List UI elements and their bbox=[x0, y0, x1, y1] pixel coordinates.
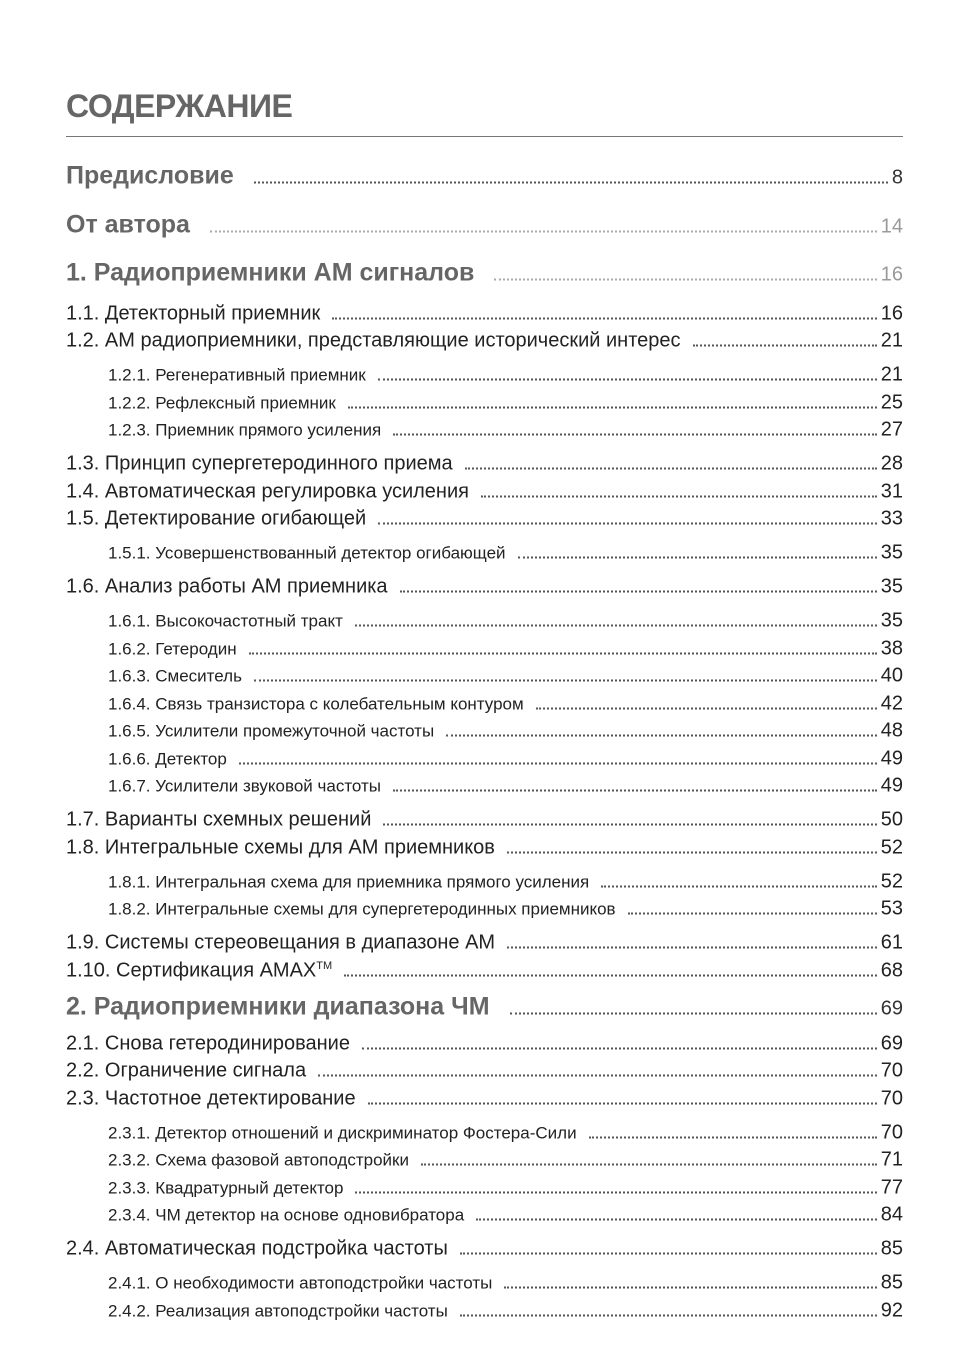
toc-entry-page-number: 33 bbox=[880, 507, 903, 530]
page-title: СОДЕРЖАНИЕ bbox=[66, 88, 293, 124]
toc-entry[interactable] bbox=[66, 481, 903, 504]
toc-entry-page-number: 31 bbox=[880, 480, 903, 503]
toc-entry-title bbox=[66, 508, 378, 531]
toc-entry-title-text: 1.6.6. Детектор bbox=[108, 749, 227, 769]
toc-entry-page-number: 49 bbox=[880, 774, 903, 797]
toc-entry-page-number: 27 bbox=[880, 418, 903, 441]
dot-leader bbox=[355, 1192, 876, 1194]
toc-entry[interactable] bbox=[66, 1088, 903, 1111]
toc-entry[interactable] bbox=[108, 871, 903, 894]
toc-entry-page-number: 25 bbox=[880, 391, 903, 414]
toc-entry-title-text: 1.8. Интегральные схемы для АМ приемников bbox=[66, 836, 495, 859]
toc-entry-title bbox=[108, 667, 254, 687]
toc-entry-title bbox=[108, 366, 378, 386]
toc-entry-page-number: 49 bbox=[880, 747, 903, 770]
toc-entry[interactable] bbox=[108, 1272, 903, 1295]
toc-entry-page-number: 35 bbox=[880, 575, 903, 598]
toc-entry-title-text: 1.6.7. Усилители звуковой частоты bbox=[108, 776, 381, 796]
toc-entry-title-text: 2.4.2. Реализация автоподстройки частоты bbox=[108, 1301, 448, 1321]
toc-entry-title-text: От автора bbox=[66, 210, 190, 239]
toc-entry-title bbox=[66, 809, 383, 832]
toc-entry[interactable] bbox=[66, 330, 903, 353]
dot-leader bbox=[362, 1048, 877, 1050]
toc-entry[interactable] bbox=[108, 1300, 903, 1323]
toc-entry-title bbox=[66, 1088, 368, 1111]
toc-entry-title-text: 2.3. Частотное детектирование bbox=[66, 1087, 356, 1110]
toc-entry-title-text: 1.6.5. Усилители промежуточной частоты bbox=[108, 721, 435, 741]
toc-entry-title-text: 1.2.2. Рефлексный приемник bbox=[108, 393, 336, 413]
toc-entry-title bbox=[108, 695, 536, 715]
dot-leader bbox=[507, 947, 877, 949]
toc-entry-title-text: 2.4.1. О необходимости автоподстройки частоты bbox=[108, 1273, 493, 1293]
toc-entry-title-text: 1.2.3. Приемник прямого усиления bbox=[108, 420, 382, 440]
toc-entry[interactable] bbox=[66, 960, 903, 983]
toc-entry-title-text: 2.4. Автоматическая подстройка частоты bbox=[66, 1237, 448, 1260]
toc-entry-title bbox=[108, 1274, 504, 1294]
toc-entry-page-number: 35 bbox=[880, 609, 903, 632]
toc-entry-title bbox=[108, 873, 601, 893]
toc-entry[interactable] bbox=[108, 419, 903, 442]
toc-entry-page-number: 16 bbox=[880, 263, 903, 286]
toc-entry-title bbox=[66, 259, 494, 288]
toc-entry-page-number: 21 bbox=[880, 363, 903, 386]
toc-entry-title-text: 1.1. Детекторный приемник bbox=[66, 302, 321, 325]
toc-entry[interactable] bbox=[66, 1033, 903, 1056]
toc-entry[interactable] bbox=[66, 1060, 903, 1083]
toc-entry-title bbox=[108, 750, 239, 770]
dot-leader bbox=[601, 886, 877, 888]
toc-entry-page-number: 70 bbox=[880, 1087, 903, 1110]
toc-entry[interactable] bbox=[108, 720, 903, 743]
dot-leader bbox=[589, 1137, 877, 1139]
toc-entry-title bbox=[66, 453, 465, 476]
dot-leader bbox=[383, 824, 876, 826]
toc-entry-title bbox=[108, 421, 393, 441]
toc-entry-title bbox=[66, 932, 507, 955]
toc-entry-title-text: 1. Радиоприемники АМ сигналов bbox=[66, 258, 475, 287]
toc-entry-page-number: 85 bbox=[880, 1237, 903, 1260]
dot-leader bbox=[693, 345, 877, 347]
dot-leader bbox=[344, 975, 877, 977]
toc-entry[interactable] bbox=[108, 898, 903, 921]
toc-entry-page-number: 28 bbox=[880, 452, 903, 475]
toc-entry-title-text: 1.2. АМ радиоприемники, представляющие исторический интерес bbox=[66, 329, 681, 352]
toc-entry[interactable] bbox=[66, 211, 903, 240]
toc-entry-title bbox=[66, 837, 507, 860]
toc-entry[interactable] bbox=[108, 775, 903, 798]
toc-entry[interactable] bbox=[108, 638, 903, 661]
toc-entry[interactable] bbox=[108, 665, 903, 688]
toc-entry-title bbox=[108, 1179, 355, 1199]
toc-entry-page-number: 21 bbox=[880, 329, 903, 352]
dot-leader bbox=[368, 1103, 877, 1105]
dot-leader bbox=[481, 496, 877, 498]
toc-entry[interactable] bbox=[66, 303, 903, 326]
toc-entry-title bbox=[108, 722, 446, 742]
toc-entry-page-number: 48 bbox=[880, 719, 903, 742]
toc-entry-title-text: 1.10. Сертификация AMAX bbox=[66, 959, 317, 982]
toc-entry[interactable] bbox=[108, 693, 903, 716]
toc-entry-page-number: 52 bbox=[880, 870, 903, 893]
toc-entry-title-text: 1.5. Детектирование огибающей bbox=[66, 507, 367, 530]
toc-entry[interactable] bbox=[108, 364, 903, 387]
toc-entry-page-number: 84 bbox=[880, 1203, 903, 1226]
dot-leader bbox=[494, 279, 876, 281]
toc-entry-title bbox=[66, 211, 210, 240]
dot-leader bbox=[421, 1164, 877, 1166]
dot-leader bbox=[510, 1013, 877, 1015]
toc-entry[interactable] bbox=[66, 162, 903, 191]
toc-entry-title bbox=[108, 1302, 460, 1322]
toc-entry-title bbox=[108, 1206, 476, 1226]
toc-entry[interactable] bbox=[66, 576, 903, 599]
dot-leader bbox=[393, 790, 877, 792]
toc-entry-title-text: 2. Радиоприемники диапазона ЧМ bbox=[66, 992, 490, 1021]
toc-entry-title bbox=[108, 612, 355, 632]
toc-entry-title bbox=[108, 394, 348, 414]
toc-entry-title-text: 1.5.1. Усовершенствованный детектор огибающей bbox=[108, 543, 506, 563]
toc-entry-page-number: 14 bbox=[880, 215, 903, 238]
toc-entry-page-number: 70 bbox=[880, 1059, 903, 1082]
toc-entry[interactable] bbox=[108, 1149, 903, 1172]
toc-entry-title-text: 1.6.1. Высокочастотный тракт bbox=[108, 611, 343, 631]
toc-entry-title bbox=[66, 1060, 318, 1083]
dot-leader bbox=[476, 1219, 877, 1221]
toc-entry-page-number: 16 bbox=[880, 302, 903, 325]
toc-entry-page-number: 69 bbox=[880, 997, 903, 1020]
toc-entry-title-text: 1.6.3. Смеситель bbox=[108, 666, 242, 686]
dot-leader bbox=[446, 735, 877, 737]
toc-entry-title-text: Предисловие bbox=[66, 161, 234, 190]
dot-leader bbox=[460, 1253, 877, 1255]
toc-entry-title bbox=[66, 576, 400, 599]
toc-entry-page-number: 92 bbox=[880, 1299, 903, 1322]
toc-entry-page-number: 71 bbox=[880, 1148, 903, 1171]
dot-leader bbox=[239, 763, 877, 765]
toc-entry-title-text: 2.3.1. Детектор отношений и дискриминатор Фостера-Сили bbox=[108, 1123, 577, 1143]
toc-entry-title-text: 1.7. Варианты схемных решений bbox=[66, 808, 372, 831]
dot-leader bbox=[254, 680, 877, 682]
trademark-mark: TM bbox=[316, 959, 333, 972]
dot-leader bbox=[348, 407, 877, 409]
toc-entry[interactable] bbox=[108, 748, 903, 771]
toc-entry-page-number: 77 bbox=[880, 1176, 903, 1199]
toc-entry-title-text: 2.3.4. ЧМ детектор на основе одновибратора bbox=[108, 1205, 465, 1225]
toc-entry-title-text: 2.3.3. Квадратурный детектор bbox=[108, 1178, 344, 1198]
dot-leader bbox=[393, 434, 877, 436]
dot-leader bbox=[332, 318, 877, 320]
toc-entry-title-text: 1.8.2. Интегральные схемы для супергетеродинных приемников bbox=[108, 899, 616, 919]
dot-leader bbox=[400, 591, 877, 593]
toc-entry[interactable] bbox=[66, 809, 903, 832]
toc-entry-page-number: 42 bbox=[880, 692, 903, 715]
toc-entry[interactable] bbox=[108, 1122, 903, 1145]
toc-entry-title-text: 1.2.1. Регенеративный приемник bbox=[108, 365, 366, 385]
toc-entry-page-number: 61 bbox=[880, 931, 903, 954]
toc-entry[interactable] bbox=[66, 1238, 903, 1261]
toc-entry[interactable] bbox=[108, 1177, 903, 1200]
toc-entry-title-text: 1.4. Автоматическая регулировка усиления bbox=[66, 480, 469, 503]
toc-entry-title bbox=[66, 1238, 460, 1261]
dot-leader bbox=[504, 1287, 876, 1289]
toc-entry[interactable] bbox=[66, 453, 903, 476]
toc-entry-page-number: 68 bbox=[880, 959, 903, 982]
toc-entry-title-text: 2.3.2. Схема фазовой автоподстройки bbox=[108, 1150, 409, 1170]
dot-leader bbox=[210, 231, 877, 233]
toc-entry-page-number: 53 bbox=[880, 897, 903, 920]
toc-entry-page-number: 85 bbox=[880, 1271, 903, 1294]
toc-entry-title bbox=[66, 330, 693, 353]
dot-leader bbox=[318, 1075, 877, 1077]
toc-entry-title bbox=[108, 777, 393, 797]
toc-entry-title-text: 1.6.4. Связь транзистора с колебательным контуром bbox=[108, 694, 524, 714]
title-divider bbox=[66, 136, 903, 137]
dot-leader bbox=[507, 852, 877, 854]
toc-entry-title-text: 1.6.2. Гетеродин bbox=[108, 639, 237, 659]
toc-entry-title bbox=[66, 481, 481, 504]
toc-entry-title bbox=[66, 960, 344, 983]
toc-entry-page-number: 35 bbox=[880, 541, 903, 564]
dot-leader bbox=[518, 557, 877, 559]
toc-entry[interactable] bbox=[108, 610, 903, 633]
toc-entry-title-text: 2.1. Снова гетеродинирование bbox=[66, 1032, 350, 1055]
toc-entry-page-number: 8 bbox=[891, 166, 903, 189]
toc-entry[interactable] bbox=[66, 993, 903, 1022]
toc-entry-title-text: 1.9. Системы стереовещания в диапазоне АМ bbox=[66, 931, 496, 954]
dot-leader bbox=[378, 379, 877, 381]
toc-entry-page-number: 69 bbox=[880, 1032, 903, 1055]
toc-entry[interactable] bbox=[66, 259, 903, 288]
toc-entry-title bbox=[66, 1033, 362, 1056]
dot-leader bbox=[465, 468, 877, 470]
dot-leader bbox=[628, 913, 877, 915]
toc-entry[interactable] bbox=[66, 508, 903, 531]
dot-leader bbox=[355, 625, 877, 627]
toc-entry-title bbox=[108, 900, 628, 920]
toc-entry-title bbox=[108, 1124, 589, 1144]
toc-entry-title-text: 1.8.1. Интегральная схема для приемника прямого усиления bbox=[108, 872, 590, 892]
toc-entry-title bbox=[108, 1151, 421, 1171]
dot-leader bbox=[460, 1315, 877, 1317]
dot-leader bbox=[254, 182, 888, 184]
toc-entry-title bbox=[66, 303, 332, 326]
toc-entry-page-number: 52 bbox=[880, 836, 903, 859]
toc-entry-title-text: 1.3. Принцип супергетеродинного приема bbox=[66, 452, 453, 475]
dot-leader bbox=[378, 523, 877, 525]
toc-entry[interactable] bbox=[66, 932, 903, 955]
toc-entry[interactable] bbox=[66, 837, 903, 860]
dot-leader bbox=[249, 653, 877, 655]
toc-entry-title bbox=[108, 544, 518, 564]
toc-entry-title-text: 1.6. Анализ работы АМ приемника bbox=[66, 575, 388, 598]
toc-entry-title-text: 2.2. Ограничение сигнала bbox=[66, 1059, 307, 1082]
toc-entry-page-number: 50 bbox=[880, 808, 903, 831]
toc-entry-page-number: 70 bbox=[880, 1121, 903, 1144]
toc-entry[interactable] bbox=[108, 542, 903, 565]
dot-leader bbox=[536, 708, 877, 710]
toc-entry[interactable] bbox=[108, 392, 903, 415]
toc-entry-title bbox=[66, 993, 510, 1022]
toc-entry[interactable] bbox=[108, 1204, 903, 1227]
toc-entry-page-number: 38 bbox=[880, 637, 903, 660]
toc-entry-title bbox=[108, 640, 249, 660]
toc-entry-page-number: 40 bbox=[880, 664, 903, 687]
toc-entry-title bbox=[66, 162, 254, 191]
